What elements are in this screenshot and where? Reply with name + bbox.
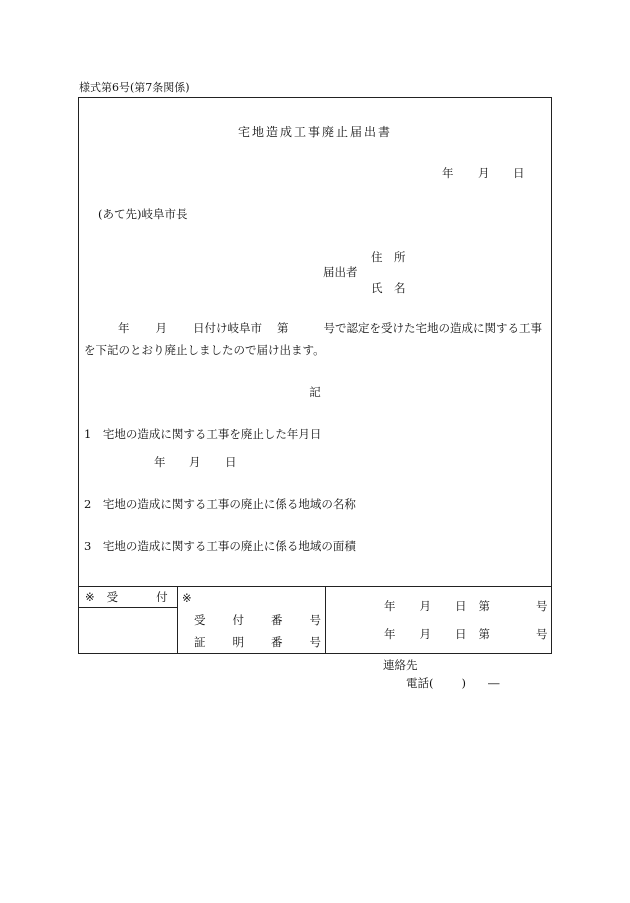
item-1-date-year: 年 <box>154 455 166 469</box>
phone-close: ) <box>461 676 466 690</box>
notifier-label: 届出者 <box>323 265 358 279</box>
item-2-label: 2 宅地の造成に関する工事の廃止に係る地域の名称 <box>84 497 356 511</box>
receipt-date-row: 年 月 日 第 号 <box>384 599 548 613</box>
item-1-date-month: 月 <box>189 455 201 469</box>
submission-date-day <box>513 168 525 180</box>
item-3-label: 3 宅地の造成に関する工事の廃止に係る地域の面積 <box>84 539 356 553</box>
numbers-column-border <box>325 586 326 654</box>
date-month-label: 月 <box>478 166 490 180</box>
certificate-number-label: 証 明 番 号 <box>194 635 321 649</box>
body-year: 年 <box>118 321 130 335</box>
receipt-divider <box>78 607 177 608</box>
office-note-mark: ※ <box>182 591 192 605</box>
receipt-number-label: 受 付 番 号 <box>194 613 321 627</box>
body-dai: 第 <box>277 321 289 335</box>
receipt-char-1: 受 <box>106 590 119 604</box>
certificate-date-row: 年 月 日 第 号 <box>384 627 548 641</box>
contact-label: 連絡先 <box>383 658 418 672</box>
addressee: (あて先)岐阜市長 <box>98 207 188 221</box>
receipt-label <box>85 592 168 604</box>
form-frame <box>78 97 552 654</box>
form-title: 宅地造成工事廃止届出書 <box>237 125 392 139</box>
body-text-line-1 <box>118 323 542 335</box>
phone-line <box>406 678 500 690</box>
body-day-suffix: 日付け岐阜市 <box>193 321 262 335</box>
name-label: 氏 名 <box>371 281 406 295</box>
receipt-char-2: 付 <box>156 590 168 604</box>
receipt-column-border <box>177 586 178 654</box>
submission-date-month <box>478 168 490 180</box>
body-text-line-2: を下記のとおり廃止しましたので届け出ます。 <box>84 343 325 357</box>
phone-dash: ― <box>488 676 500 690</box>
body-rest: 号で認定を受けた宅地の造成に関する工事 <box>323 321 542 335</box>
receipt-mark: ※ <box>85 590 95 604</box>
item-1-label: 1 宅地の造成に関する工事を廃止した年月日 <box>84 427 322 441</box>
item-1-date-day: 日 <box>225 455 237 469</box>
office-area-top-border <box>78 586 552 587</box>
ki-heading: 記 <box>309 385 321 399</box>
phone-prefix: 電話( <box>406 676 434 690</box>
submission-date <box>442 168 454 180</box>
date-year-label: 年 <box>442 166 454 180</box>
date-day-label: 日 <box>513 166 525 180</box>
body-month: 月 <box>155 321 167 335</box>
form-number: 様式第6号(第7条関係) <box>79 81 190 94</box>
address-label: 住 所 <box>371 250 406 264</box>
